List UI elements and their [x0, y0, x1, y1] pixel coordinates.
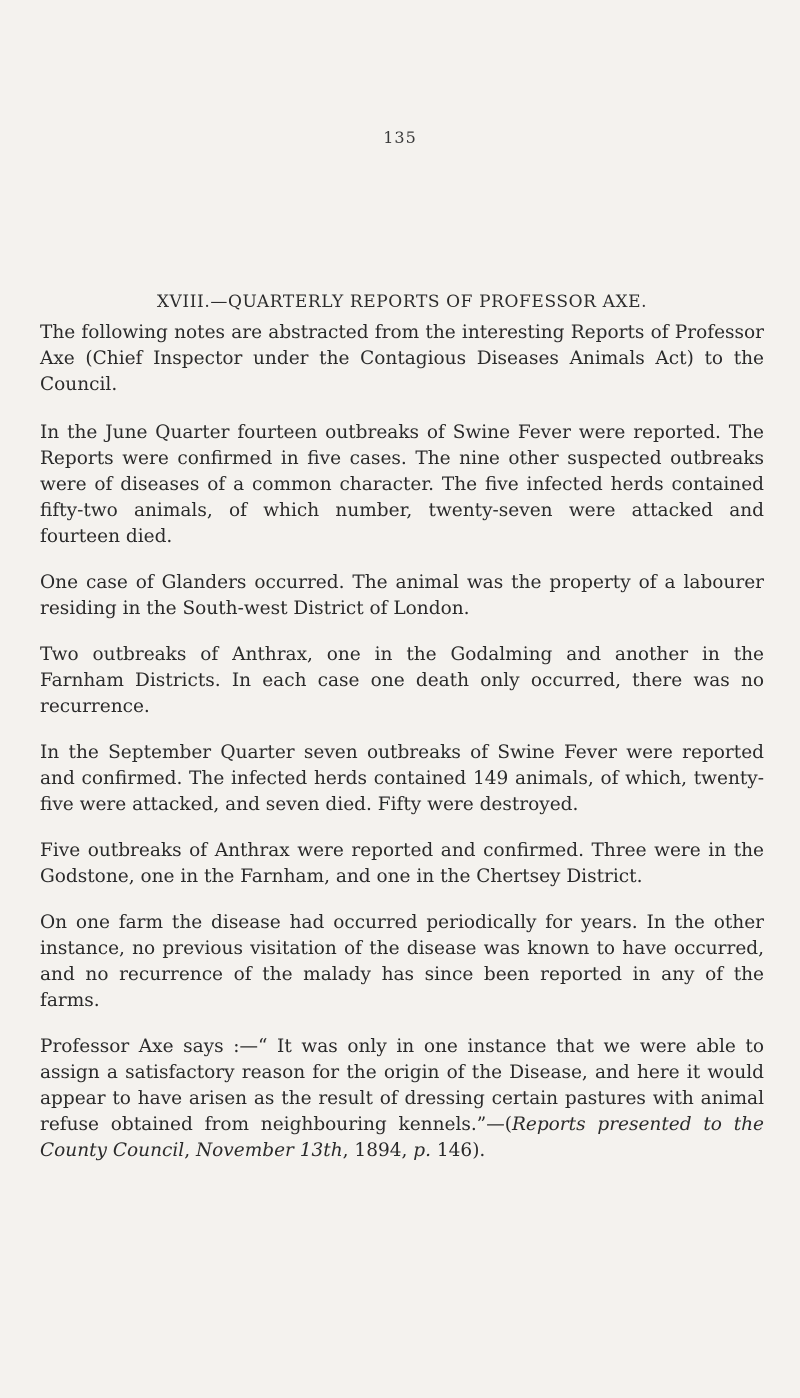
citation-year: , 1894, — [342, 1140, 414, 1161]
paragraph-june-swine-fever: In the June Quarter fourteen outbreaks of Swine Fever were reported. The Reports were confirmed in five cases. The nine other suspected outbreaks were of diseases of a common character. The five infected herds contained fifty-two animals, of which number, twenty-seven were attacked and fourteen died. — [40, 422, 764, 547]
paragraph-june-anthrax: Two outbreaks of Anthrax, one in the Godalming and another in the Farnham Districts. In each case one death only occurred, there was no recurrence. — [40, 644, 764, 717]
citation-page: 146). — [431, 1140, 486, 1161]
citation-page-label: p. — [413, 1140, 432, 1161]
citation-separator: , — [184, 1140, 196, 1161]
citation-source: Reports presented to the County Council — [40, 1114, 765, 1161]
citation-date: November 13th — [195, 1140, 343, 1161]
paragraph-farm-history: On one farm the disease had occurred periodically for years. In the other instance, no previous visitation of the disease was known to have occurred, and no recurrence of the malady has since been reported in any of the farms. — [40, 912, 764, 1011]
paragraph-quote — [40, 1034, 764, 1164]
citation-open: ( — [504, 1114, 512, 1135]
paragraph-september-swine-fever: In the September Quarter seven outbreaks of Swine Fever were reported and confirmed. The infected herds contained 149 animals, of which, twenty-five were attacked, and seven died. Fifty were destroyed. — [40, 742, 764, 815]
page-number: 135 — [383, 128, 417, 147]
paragraph-glanders: One case of Glanders occurred. The animal was the property of a labourer residing in the South-west District of London. — [40, 572, 764, 619]
quote-text: Professor Axe says :—“ It was only in one instance that we were able to assign a satisfactory reason for the origin of the Disease, and here it would appear to have arisen as the result of dressing certain pastures with animal refuse obtained from neighbouring kennels.”— — [40, 1036, 764, 1135]
paragraph-september-anthrax: Five outbreaks of Anthrax were reported and confirmed. Three were in the Godstone, one in the Farnham, and one in the Chertsey District. — [40, 840, 764, 887]
paragraph-intro: The following notes are abstracted from the interesting Reports of Professor Axe (Chief Inspector under the Contagious Diseases Animals Act) to the Council. — [40, 322, 764, 395]
section-heading: XVIII.—QUARTERLY REPORTS OF PROFESSOR AXE. — [156, 292, 648, 312]
body-text — [40, 320, 764, 1184]
